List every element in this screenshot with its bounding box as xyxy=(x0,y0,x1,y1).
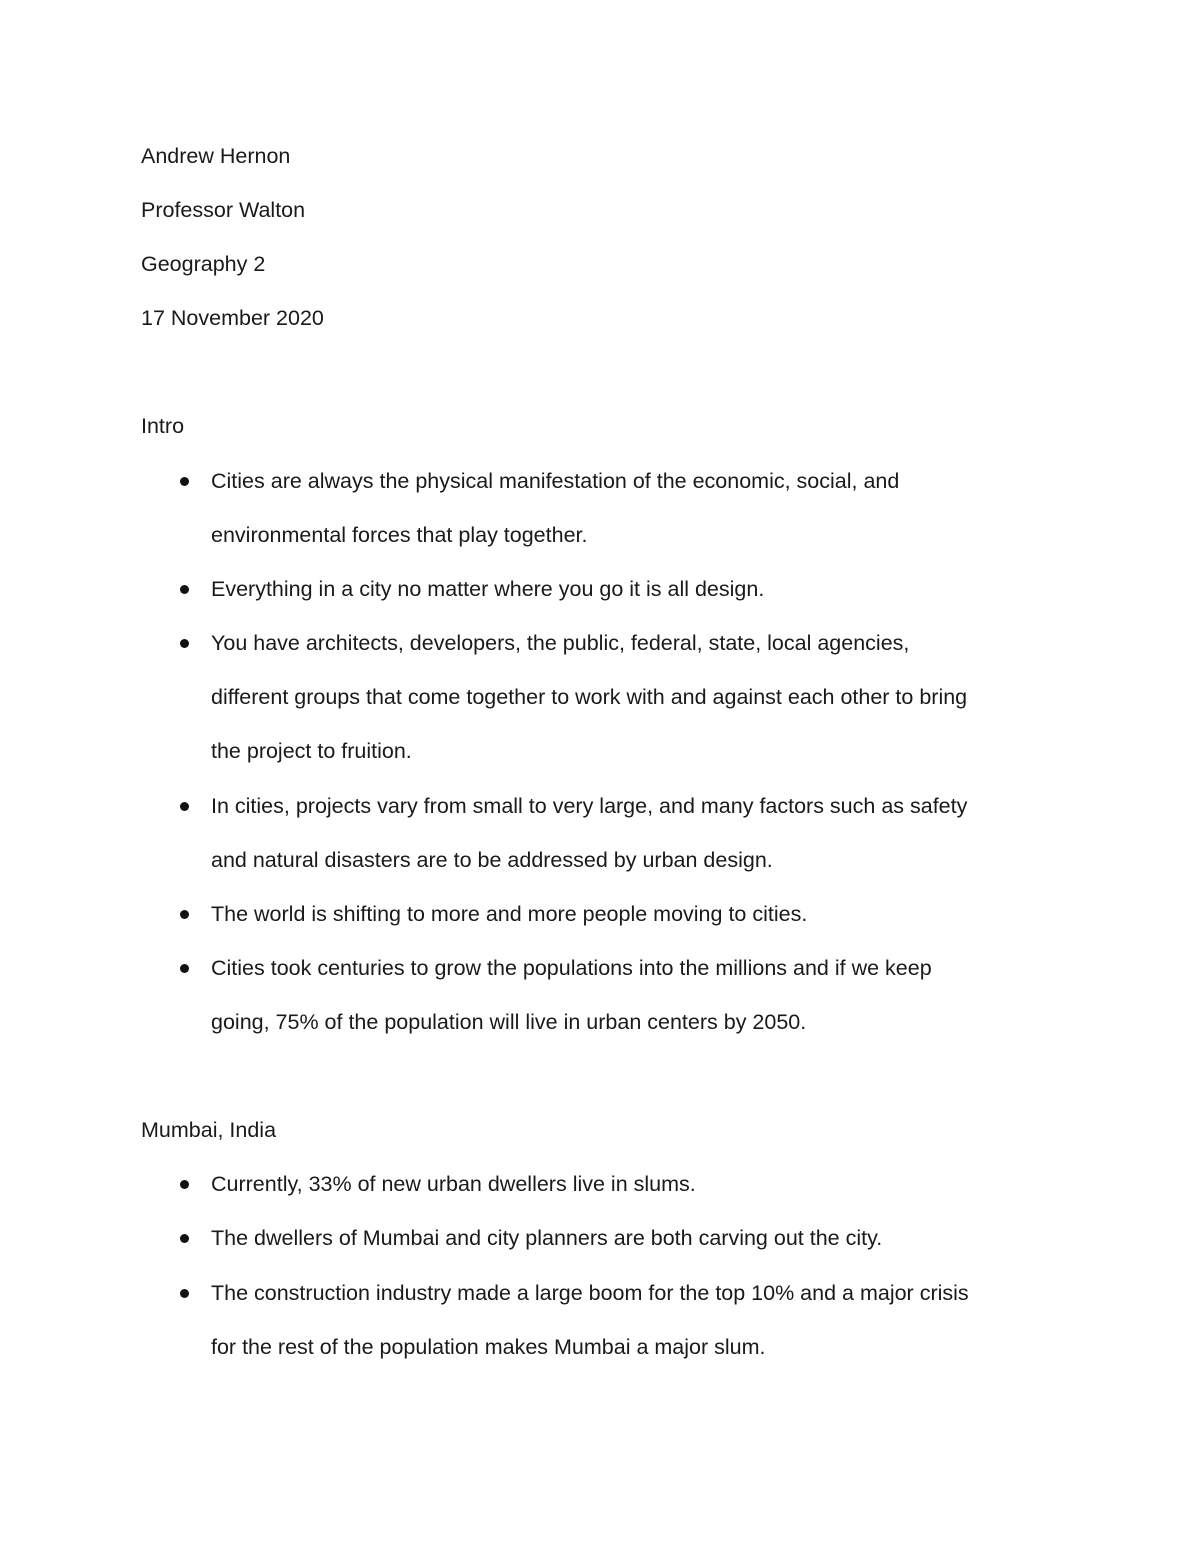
list-item-text: The dwellers of Mumbai and city planners are both carving out the city. xyxy=(211,1226,883,1250)
list-item-text: environmental forces that play together. xyxy=(211,523,588,547)
list-item-text: the project to fruition. xyxy=(211,739,412,763)
section-heading-mumbai: Mumbai, India xyxy=(141,1118,277,1142)
list-item-text: The construction industry made a large boom for the top 10% and a major crisis xyxy=(211,1281,969,1305)
list-item-text: The world is shifting to more and more people moving to cities. xyxy=(211,902,808,926)
bullet-icon xyxy=(180,910,189,919)
section-heading-intro: Intro xyxy=(141,414,185,438)
bullet-icon xyxy=(180,1234,189,1243)
bullet-icon xyxy=(180,639,189,648)
list-item-text: You have architects, developers, the public, federal, state, local agencies, xyxy=(211,631,910,655)
document-date: 17 November 2020 xyxy=(141,306,324,330)
list-item-text: Cities are always the physical manifestation of the economic, social, and xyxy=(211,469,900,493)
bullet-icon xyxy=(180,1180,189,1189)
list-item-text: In cities, projects vary from small to very large, and many factors such as safety xyxy=(211,794,968,818)
professor-name: Professor Walton xyxy=(141,198,306,222)
list-item-text: Cities took centuries to grow the populations into the millions and if we keep xyxy=(211,956,932,980)
bullet-icon xyxy=(180,964,189,973)
list-item-text: different groups that come together to work with and against each other to bring xyxy=(211,685,968,709)
bullet-icon xyxy=(180,1289,189,1298)
list-item-text: Everything in a city no matter where you go it is all design. xyxy=(211,577,765,601)
list-item-text: Currently, 33% of new urban dwellers live in slums. xyxy=(211,1172,696,1196)
list-item-text: for the rest of the population makes Mumbai a major slum. xyxy=(211,1335,766,1359)
list-item-text: and natural disasters are to be addressed by urban design. xyxy=(211,848,773,872)
list-item-text: going, 75% of the population will live in urban centers by 2050. xyxy=(211,1010,807,1034)
bullet-icon xyxy=(180,802,189,811)
bullet-icon xyxy=(180,585,189,594)
author-name: Andrew Hernon xyxy=(141,144,291,168)
bullet-icon xyxy=(180,477,189,486)
course-name: Geography 2 xyxy=(141,252,266,276)
